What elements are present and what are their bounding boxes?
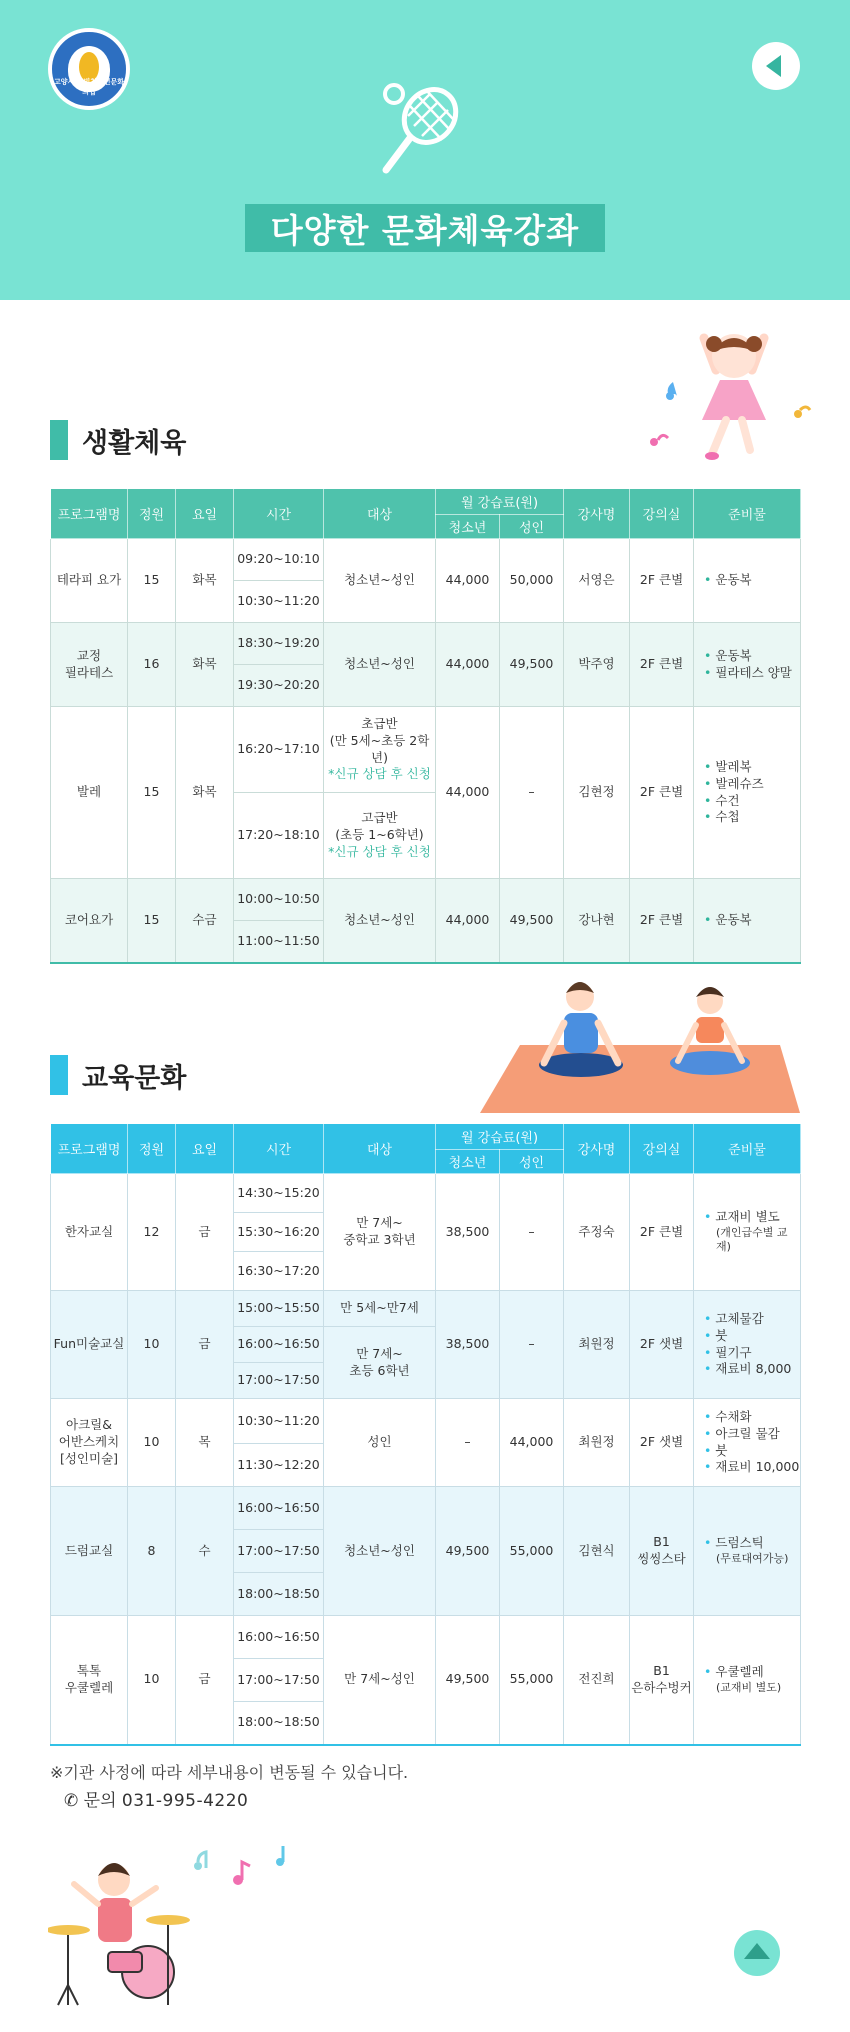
col-prep: 준비물 — [694, 489, 801, 539]
col-time: 시간 — [234, 489, 324, 539]
tennis-racket-icon — [370, 74, 470, 184]
table-row: 테라피 요가 15 화목 09:20~10:10 청소년~성인 44,000 50,000 서영은 2F 큰별 • 운동복 — [51, 539, 801, 581]
table-row: 아크릴& 어반스케치 [성인미술] 10 목 10:30~11:20 성인 – 44,000 최원정 2F 샛별 • 수채화 • 아크릴 물감 • 붓 • 재료비 10,000 — [51, 1399, 801, 1444]
notice-text: ※기관 사정에 따라 세부내용이 변동될 수 있습니다. — [50, 1763, 409, 1782]
contact-number: 031-995-4220 — [121, 1791, 249, 1811]
contact-line[interactable] — [64, 1786, 248, 1811]
table-row: 톡톡 우쿨렐레 10 금 16:00~16:50 만 7세~성인 49,500 55,000 전진희 B1 은하수벙커 • 우쿨렐레 (교재비 별도) — [51, 1616, 801, 1659]
table-row: 교정 필라테스 16 화목 18:30~19:20 청소년~성인 44,000 49,500 박주영 2F 큰별 • 운동복 • 필라테스 양말 — [51, 623, 801, 665]
yoga-illustration — [480, 975, 800, 1115]
col-instructor: 강사명 — [564, 489, 630, 539]
contact-label: 문의 — [83, 1791, 117, 1811]
table-row: 드럼교실 8 수 16:00~16:50 청소년~성인 49,500 55,000 김현식 B1 씽씽스타 • 드럼스틱 (무료대여가능) — [51, 1487, 801, 1530]
section-heading-culture: 교육문화 — [50, 1055, 186, 1095]
col-room: 강의실 — [630, 489, 694, 539]
scroll-top-icon — [744, 1943, 770, 1959]
header-banner — [0, 0, 850, 300]
col-program: 프로그램명 — [51, 489, 128, 539]
culture-program-table: 프로그램명 정원 요일 시간 대상 월 강습료(원) 강사명 강의실 준비물 청소년 성인 한자교실 12 금 14:30~15:20 만 7세~ 중학교 3학년 38,500 – 주정숙 2F 큰별 • 교재비 별도 (개인급수별 교재) 15:30~16:20 16:30~17:20 Fun미술교실 10 금 15:00~15:50 만 5세~만7세 38,500 – 최원정 2F 샛별 • 고체물감 • 붓 • 필기구 • 재료비 8,000 16:00~16:50 만 7세~ 초등 6학년 17:00~17:50 아크릴& 어반스케치 [성인미술] 10 목 10:30~11:20 성인 – 44,000 최원정 2F 샛별 • 수채화 • 아크릴 물감 • 붓 • 재료비 10,000 11:30~12:20 드럼교실 8 수 16:00~16:50 청소년~성인 49,500 55,000 김현식 B1 씽씽스타 • 드럼스틱 (무료대여가능) 17:00~17:50 18:00~18:50 톡톡 우쿨렐레 10 금 16:00~16:50 만 7세~성인 49,500 55,000 전진희 B1 은하수벙커 • 우쿨렐레 (교재비 별도) 17:00~17:50 18:00~18:50 — [50, 1123, 801, 1746]
phone-icon: ✆ — [64, 1791, 79, 1811]
table-row: Fun미술교실 10 금 15:00~15:50 만 5세~만7세 38,500 – 최원정 2F 샛별 • 고체물감 • 붓 • 필기구 • 재료비 8,000 — [51, 1291, 801, 1327]
scroll-top-button[interactable] — [734, 1930, 780, 1976]
drummer-illustration — [48, 1840, 298, 2010]
col-youth: 청소년 — [436, 515, 500, 539]
sports-program-table: 프로그램명 정원 요일 시간 대상 월 강습료(원) 강사명 강의실 준비물 청소년 성인 테라피 요가 15 화목 09:20~10:10 청소년~성인 44,000 50,000 서영은 2F 큰별 • 운동복 10:30~11:20 교정 필라테스 16 화목 18:30~19:20 청소년~성인 44,000 49,500 박주영 2F 큰별 • 운동복 • 필라테스 양말 19:30~20:20 발레 15 화목 16:20~17:10 초급반 (만 5세~초등 2학년) *신규 상담 후 신청 44,000 – 김현정 2F 큰별 • 발레복 • 발레슈즈 • 수건 • 수첩 17:20~18:10 고급반 (초등 1~6학년) *신규 상담 후 신청 코어요가 15 수금 10:00~10:50 청소년~성인 44,000 49,500 강나현 2F 큰별 • 운동복 11:00~11:50 — [50, 488, 801, 964]
dancer-illustration — [640, 330, 820, 470]
col-target: 대상 — [324, 489, 436, 539]
col-adult: 성인 — [500, 515, 564, 539]
back-arrow-icon — [766, 55, 781, 77]
logo-text: 고양시 한빛청소년문화의집 — [53, 78, 125, 96]
table-row: 발레 15 화목 16:20~17:10 초급반 (만 5세~초등 2학년) *신규 상담 후 신청 44,000 – 김현정 2F 큰별 • 발레복 • 발레슈즈 • 수건 • 수첩 — [51, 707, 801, 793]
table-row: 코어요가 15 수금 10:00~10:50 청소년~성인 44,000 49,500 강나현 2F 큰별 • 운동복 — [51, 879, 801, 921]
org-logo[interactable] — [48, 28, 130, 110]
col-day: 요일 — [176, 489, 234, 539]
col-fee: 월 강습료(원) — [436, 489, 564, 515]
col-capacity: 정원 — [128, 489, 176, 539]
table-row: 한자교실 12 금 14:30~15:20 만 7세~ 중학교 3학년 38,500 – 주정숙 2F 큰별 • 교재비 별도 (개인급수별 교재) — [51, 1174, 801, 1213]
page-title: 다양한 문화체육강좌 — [245, 204, 605, 252]
section-heading-sports: 생활체육 — [50, 420, 186, 460]
back-button[interactable] — [752, 42, 800, 90]
